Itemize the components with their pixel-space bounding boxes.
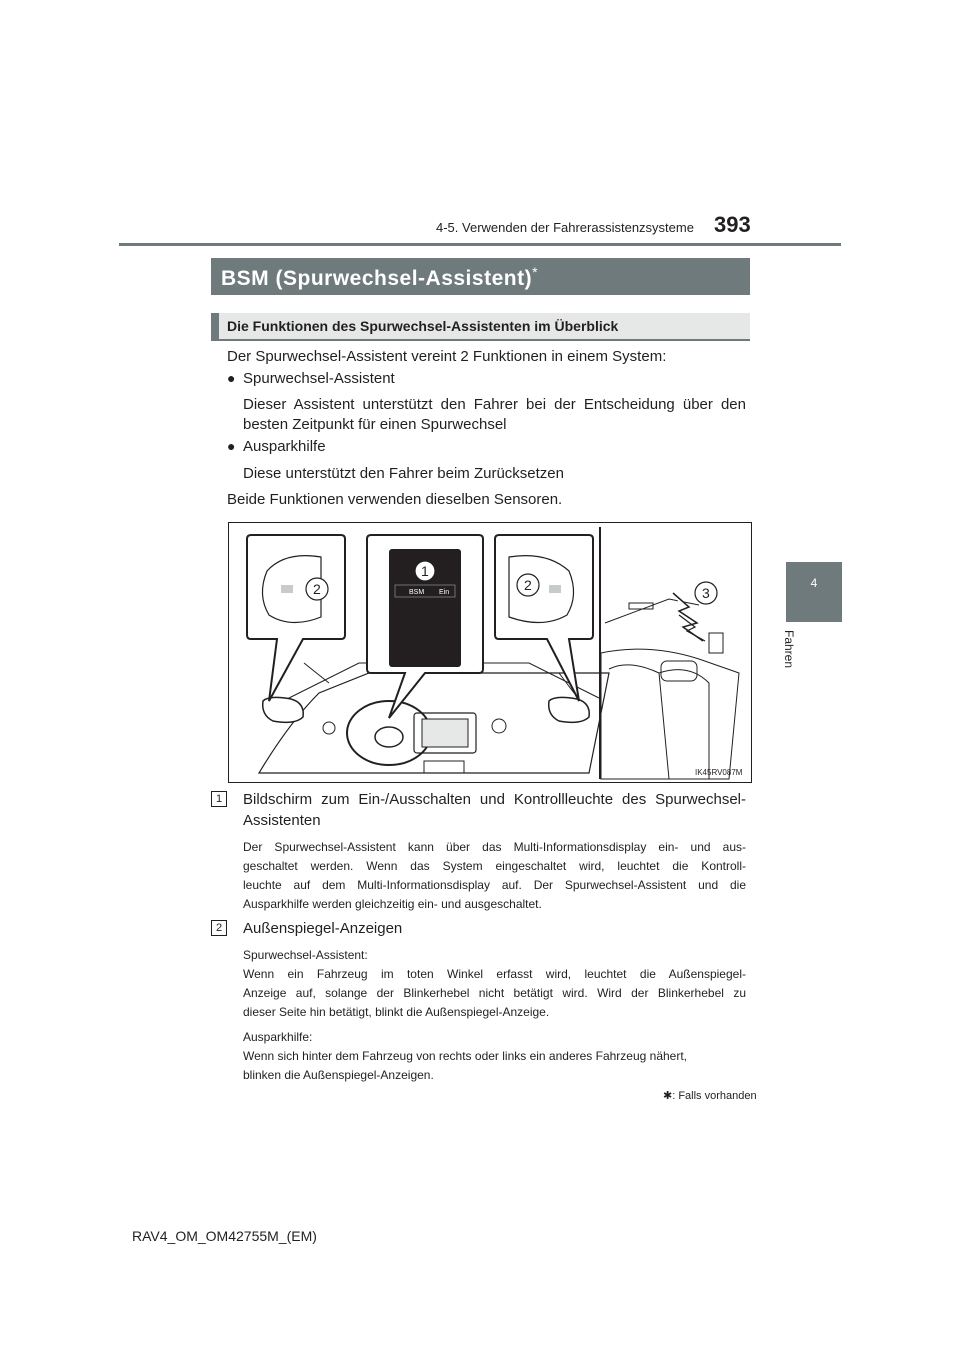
item-desc: leuchte auf dem Multi-Informationsdisplay auf. Der Spurwechsel-Assistent und die <box>243 878 746 892</box>
item-desc: Ausparkhilfe werden gleichzeitig ein- und ausgeschaltet. <box>243 897 542 911</box>
item-desc: Spurwechsel-Assistent: <box>243 948 368 962</box>
footnote-symbol: ✱ <box>663 1090 673 1102</box>
page-title <box>211 258 750 295</box>
item-desc: Wenn sich hinter dem Fahrzeug von rechts oder links ein anderes Fahrzeug nähert, <box>243 1049 688 1063</box>
callout-2-right: 2 <box>524 577 532 593</box>
item-desc: geschaltet werden. Wenn das System eingeschaltet wird, leuchtet die Kontroll- <box>243 859 746 873</box>
bullet-symbol: ● <box>227 438 236 454</box>
bullet-symbol: ● <box>227 370 236 386</box>
callout-3: 3 <box>702 585 710 601</box>
title-text: BSM (Spurwechsel-Assistent) <box>221 267 533 290</box>
bsm-illustration <box>228 522 752 783</box>
chapter-label: Fahren <box>782 630 796 669</box>
header-rule <box>119 243 841 246</box>
subheading-bar <box>211 313 219 341</box>
bullet-title: Spurwechsel-Assistent <box>243 370 395 387</box>
document-code: RAV4_OM_OM42755M_(EM) <box>132 1228 317 1244</box>
outro-text: Beide Funktionen verwenden dieselben Sensoren. <box>227 491 563 508</box>
footnote <box>663 1089 757 1102</box>
subheading-text: Die Funktionen des Spurwechsel-Assistenten im Überblick <box>227 318 619 334</box>
bullet-desc: besten Zeitpunkt für einen Spurwechsel <box>243 416 507 433</box>
chapter-tab <box>786 562 842 622</box>
bullet-title: Ausparkhilfe <box>243 438 326 455</box>
display-ein-label: Ein <box>439 589 450 596</box>
bullet-desc: Dieser Assistent unterstützt den Fahrer bei der Entscheidung über den <box>243 396 746 413</box>
item-desc: dieser Seite hin betätigt, blinkt die Außenspiegel-Anzeige. <box>243 1005 550 1019</box>
subheading-box <box>211 313 750 341</box>
chapter-number: 4 <box>810 576 818 590</box>
item-desc: Wenn ein Fahrzeug im toten Winkel erfasst wird, leuchtet die Außenspiegel- <box>243 967 746 981</box>
item-desc: Anzeige auf, solange der Blinkerhebel nicht betätigt wird. Wird der Blinkerhebel zu <box>243 986 746 1000</box>
item-desc: Der Spurwechsel-Assistent kann über das Multi-Informationsdisplay ein- und aus- <box>243 840 746 854</box>
item-title: Außenspiegel-Anzeigen <box>243 920 403 937</box>
page-number: 393 <box>714 212 751 237</box>
footnote-text: : Falls vorhanden <box>672 1090 757 1102</box>
section-header: 4-5. Verwenden der Fahrerassistenzsysteme <box>436 220 694 235</box>
item-desc: blinken die Außenspiegel-Anzeigen. <box>243 1068 434 1082</box>
intro-text: Der Spurwechsel-Assistent vereint 2 Funktionen in einem System: <box>227 348 667 365</box>
title-asterisk: * <box>532 264 539 280</box>
display-bsm-label: BSM <box>409 589 425 596</box>
callout-2-left: 2 <box>313 581 321 597</box>
callout-1: 1 <box>421 563 429 579</box>
item-title: Bildschirm zum Ein-/Ausschalten und Kontrollleuchte des Spurwechsel- <box>243 791 746 808</box>
item-desc: Ausparkhilfe: <box>243 1030 313 1044</box>
figure-code: IK45RV087M <box>695 768 743 777</box>
item-number: 1 <box>211 791 227 807</box>
item-number: 2 <box>211 920 227 936</box>
illustration-svg <box>229 523 751 782</box>
bullet-desc: Diese unterstützt den Fahrer beim Zurücksetzen <box>243 465 564 482</box>
item-title: Assistenten <box>243 812 321 829</box>
